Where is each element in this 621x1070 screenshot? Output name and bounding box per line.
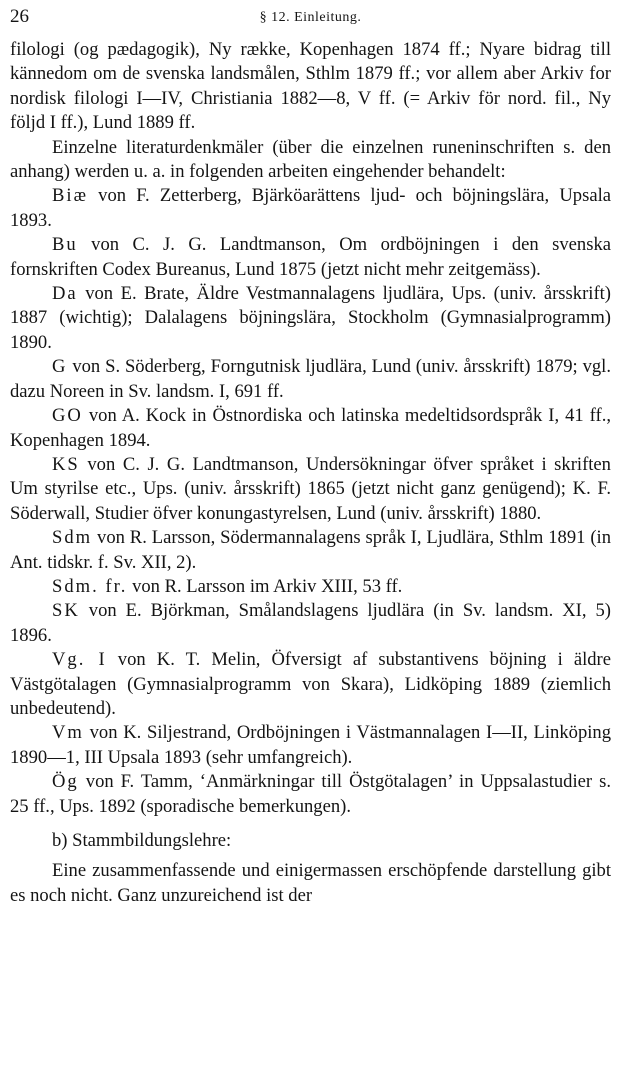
entry-text: von F. Tamm, ‘Anmärkningar till Östgötalagen’ in Uppsalastudier s. 25 ff., Ups. 1892 (sporadische bemerkungen). bbox=[10, 771, 611, 817]
bibliography-entry bbox=[10, 282, 611, 355]
entry-abbreviation: Vg. I bbox=[52, 649, 107, 671]
paragraph-continuation: filologi (og pædagogik), Ny række, Kopenhagen 1874 ff.; Nyare bidrag till kännedom om de svenska landsmålen, Sthlm 1879 ff.; vor allem aber Arkiv for nordisk filologi I—IV, Christiania 1882—8, V ff. (= Arkiv för nord. fil., Ny följd I ff.), Lund 1889 ff. bbox=[10, 39, 611, 134]
bibliography-entry bbox=[10, 770, 611, 819]
entry-abbreviation: Bu bbox=[52, 234, 78, 256]
entry-abbreviation: G bbox=[52, 356, 68, 378]
entry-abbreviation: GO bbox=[52, 405, 83, 427]
entry-abbreviation: SK bbox=[52, 600, 80, 622]
bibliography-entry bbox=[10, 575, 611, 599]
section-heading: b) Stammbildungslehre: bbox=[52, 830, 232, 851]
bibliography-entry bbox=[10, 355, 611, 404]
bibliography-entry bbox=[10, 184, 611, 233]
running-head: § 12. Einleitung. bbox=[259, 10, 362, 25]
entry-text: von R. Larsson, Södermannalagens språk I, Ljudlära, Sthlm 1891 (in Ant. tidskr. f. Sv. XII, 2). bbox=[10, 527, 611, 573]
entry-abbreviation: Sdm bbox=[52, 527, 93, 549]
page-body bbox=[10, 38, 611, 908]
bibliography-entry bbox=[10, 648, 611, 721]
entry-text: von A. Kock in Östnordiska och latinska medeltidsordspråk I, 41 ff., Kopenhagen 1894. bbox=[10, 405, 611, 451]
entry-abbreviation: Ög bbox=[52, 771, 79, 793]
bibliography-entry bbox=[10, 404, 611, 453]
entry-text: von C. J. G. Landtmanson, Undersökningar öfver språket i skriften Um styrilse etc., Ups. (univ. årsskrift) 1865 (jetzt nicht ganz genügend); K. F. Söderwall, Studier öfver konungastyrelsen, Lund (univ. årsskrift) 1880. bbox=[10, 453, 611, 524]
bibliography-entry bbox=[10, 599, 611, 648]
entry-text: von S. Söderberg, Forngutnisk ljudlära, Lund (univ. årsskrift) 1879; vgl. dazu Noreen in Sv. landsm. I, 691 ff. bbox=[10, 356, 611, 402]
entry-text: von R. Larsson im Arkiv XIII, 53 ff. bbox=[132, 575, 403, 597]
entry-text: von E. Brate, Äldre Vestmannalagens ljudlära, Ups. (univ. årsskrift) 1887 (wichtig); Dalalagens böjningslära, Stockholm (Gymnasialprogramm) 1890. bbox=[10, 283, 611, 353]
entry-text: von F. Zetterberg, Bjärköarättens ljud- och böjningslära, Upsala 1893. bbox=[10, 185, 612, 231]
entry-abbreviation: Da bbox=[52, 283, 78, 305]
entry-text: von K. T. Melin, Öfversigt af substantivens böjning i äldre Västgötalagen (Gymnasialprogramm von Skara), Lidköping 1889 (ziemlich unbedeutend). bbox=[10, 649, 611, 719]
bibliography-entry bbox=[10, 721, 611, 770]
entry-abbreviation: KS bbox=[52, 453, 80, 475]
bibliography-entry bbox=[10, 526, 611, 575]
entry-abbreviation: Biæ bbox=[52, 185, 88, 207]
page-header bbox=[10, 4, 611, 38]
bibliography-entry bbox=[10, 453, 611, 526]
page-number: 26 bbox=[10, 6, 29, 27]
entry-text: von E. Björkman, Smålandslagens ljudlära (in Sv. landsm. XI, 5) 1896. bbox=[10, 600, 611, 646]
bibliography-entry bbox=[10, 233, 611, 282]
paragraph-intro: Einzelne literaturdenkmäler (über die einzelnen runeninschriften s. den anhang) werden u. a. in folgenden arbeiten eingehender behandelt: bbox=[10, 136, 611, 183]
entry-abbreviation: Vm bbox=[52, 722, 84, 744]
entry-text: von K. Siljestrand, Ordböjningen i Västmannalagen I—II, Linköping 1890—1, III Upsala 1893 (sehr umfangreich). bbox=[10, 722, 612, 768]
entry-text: von C. J. G. Landtmanson, Om ordböjningen i den svenska fornskriften Codex Bureanus, Lund 1875 (jetzt nicht mehr zeitgemäss). bbox=[10, 234, 611, 280]
entry-abbreviation: Sdm. fr. bbox=[52, 575, 128, 597]
section-paragraph: Eine zusammenfassende und einigermassen erschöpfende darstellung gibt es noch nicht. Ganz unzureichend ist der bbox=[10, 860, 611, 906]
